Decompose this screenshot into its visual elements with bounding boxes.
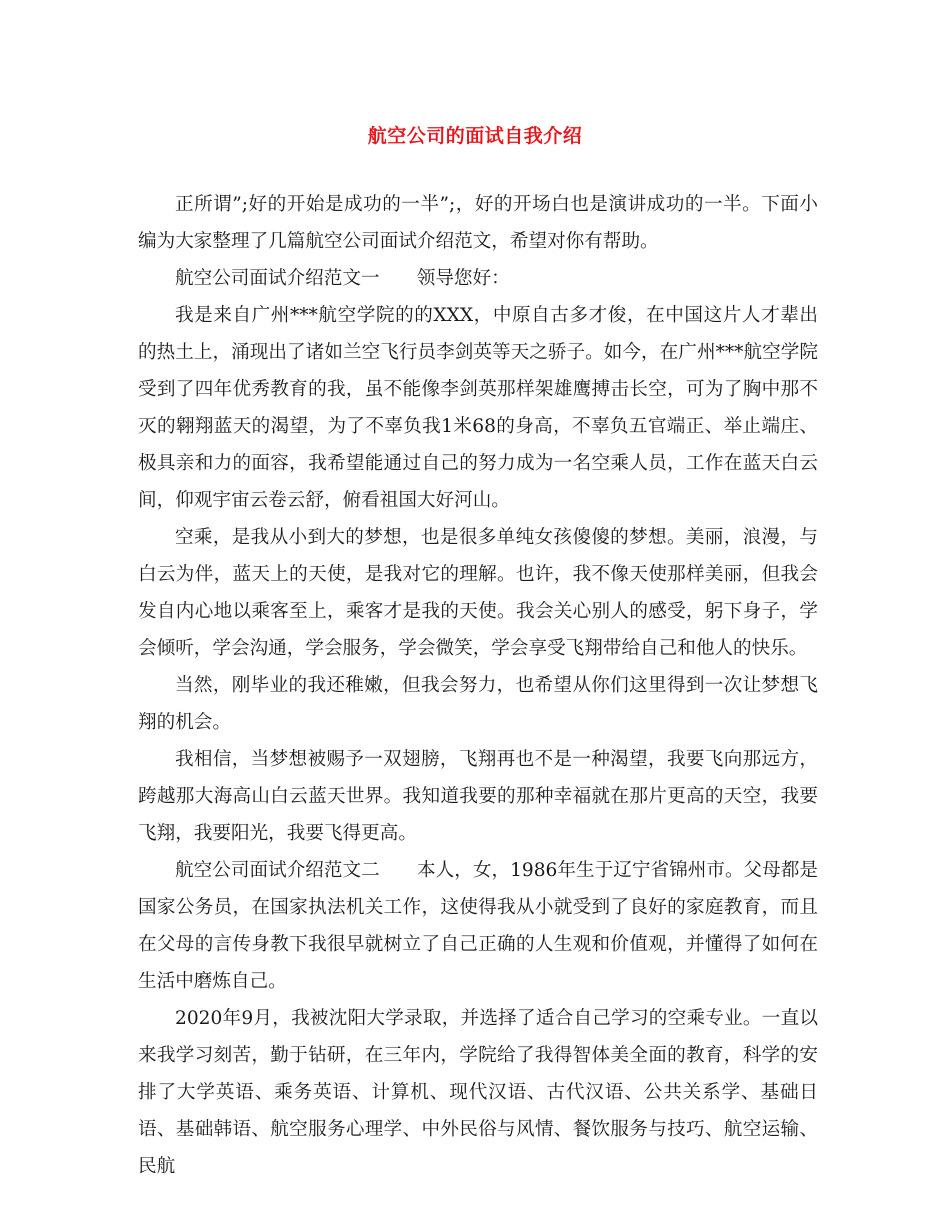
paragraph: 航空公司面试介绍范文一 领导您好： [175, 268, 510, 289]
paragraph: 2020年9月，我被沈阳大学录取，并选择了适合自己学习的空乘专业。一直以来我学习刻苦，勤于钻研，在三年内，学院给了我得智体美全面的教育，科学的安排了大学英语、乘务英语、计算机、现代汉语、古代汉语、公共关系学、基础日语、基础韩语、航空服务心理学、中外民俗与风情、餐饮服务与技巧、航空运输、民航 [138, 1008, 818, 1177]
document-title: 航空公司的面试自我介绍 [367, 125, 583, 147]
paragraph: 航空公司面试介绍范文二 本人，女，1986年生于辽宁省锦州市。父母都是国家公务员，在国家执法机关工作，这使得我从小就受到了良好的家庭教育，而且在父母的言传身教下我很早就树立了自己正确的人生观和价值观，并懂得了如何在生活中磨炼自己。 [138, 860, 818, 992]
paragraph: 正所谓”;好的开始是成功的一半”;，好的开场白也是演讲成功的一半。下面小编为大家整理了几篇航空公司面试介绍范文，希望对你有帮助。 [138, 194, 818, 252]
paragraph: 当然，刚毕业的我还稚嫩，但我会努力，也希望从你们这里得到一次让梦想飞翔的机会。 [138, 675, 818, 733]
document-body [138, 186, 818, 1185]
paragraph: 空乘，是我从小到大的梦想，也是很多单纯女孩傻傻的梦想。美丽，浪漫，与白云为伴，蓝天上的天使，是我对它的理解。也许，我不像天使那样美丽，但我会发自内心地以乘客至上，乘客才是我的天使。我会关心别人的感受，躬下身子，学会倾听，学会沟通，学会服务，学会微笑，学会享受飞翔带给自己和他人的快乐。 [138, 527, 818, 659]
paragraph: 我是来自广州***航空学院的的XXX，中原自古多才俊，在中国这片人才辈出的热土上，涌现出了诸如兰空飞行员李剑英等天之骄子。如今，在广州***航空学院受到了四年优秀教育的我，虽不能像李剑英那样架雄鹰搏击长空，可为了胸中那不灭的翱翔蓝天的渴望，为了不辜负我1米68的身高，不辜负五官端正、举止端庄、极具亲和力的面容，我希望能通过自己的努力成为一名空乘人员，工作在蓝天白云间，仰观宇宙云卷云舒，俯看祖国大好河山。 [138, 305, 818, 511]
paragraph: 我相信，当梦想被赐予一双翅膀，飞翔再也不是一种渴望，我要飞向那远方，跨越那大海高山白云蓝天世界。我知道我要的那种幸福就在那片更高的天空，我要飞翔，我要阳光，我要飞得更高。 [138, 749, 818, 844]
